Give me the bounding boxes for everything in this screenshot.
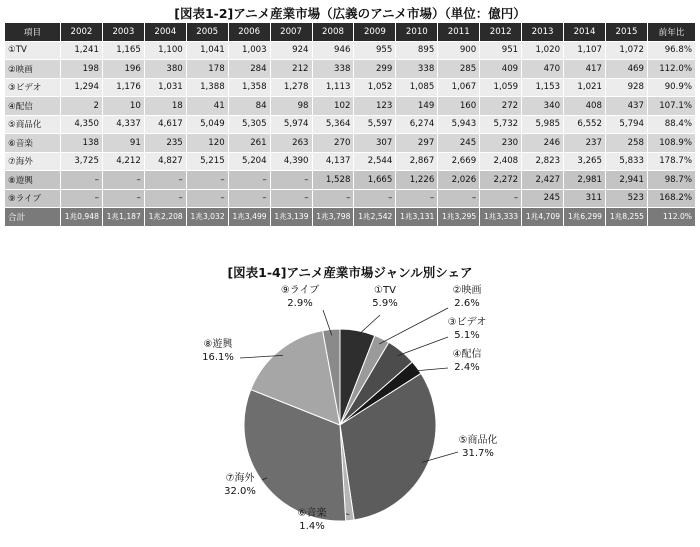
table-cell: 2,427 [522,171,564,190]
row-label: ⑦海外 [5,152,61,171]
table-cell: 417 [564,60,606,79]
total-cell: 1兆4,709 [522,208,564,227]
header-col: 2008 [312,23,354,42]
table-cell: 895 [396,41,438,60]
table-cell: 2,981 [564,171,606,190]
table-cell: – [186,171,228,190]
total-cell: 1兆2,208 [144,208,186,227]
row-label: ②映画 [5,60,61,79]
table-cell: 408 [564,97,606,116]
table-title: [図表1-2]アニメ産業市場（広義のアニメ市場）（単位：億円） [174,6,526,21]
table-cell: 196 [102,60,144,79]
table-cell: 98.7% [648,171,696,190]
table-cell: 10 [102,97,144,116]
pie-label [210,472,270,498]
pie-label [282,507,342,533]
table-cell: 4,337 [102,115,144,134]
pie-label-percent: 2.9% [287,298,313,309]
table-cell: 3,725 [61,152,103,171]
header-col: 2007 [270,23,312,42]
row-label: ⑨ライブ [5,189,61,208]
pie-label-percent: 32.0% [224,486,256,497]
table-cell: – [270,171,312,190]
table-cell: 338 [312,60,354,79]
table-cell: 284 [228,60,270,79]
table-cell: 409 [480,60,522,79]
table-cell: – [102,189,144,208]
table-cell: 928 [605,78,647,97]
table-cell: 1,003 [228,41,270,60]
pie-label-percent: 1.4% [299,521,325,532]
table-cell: 5,597 [354,115,396,134]
header-col: 2011 [438,23,480,42]
table-cell: 1,021 [564,78,606,97]
total-cell: 112.0% [648,208,696,227]
table-cell: 2,408 [480,152,522,171]
table-cell: 299 [354,60,396,79]
total-cell: 1兆3,798 [312,208,354,227]
chart-title: [図表1-4]アニメ産業市場ジャンル別シェア [227,265,473,280]
table-cell: 3,265 [564,152,606,171]
total-cell: 1兆8,255 [605,208,647,227]
table-cell: 1,072 [605,41,647,60]
table-cell: 380 [144,60,186,79]
pie-label-name: ③ビデオ [447,317,487,328]
pie-label-percent: 16.1% [202,352,234,363]
table-cell: 297 [396,134,438,153]
table-cell: 6,274 [396,115,438,134]
table-cell: 5,794 [605,115,647,134]
table-cell: – [354,189,396,208]
pie-label [448,434,508,460]
table-cell: 272 [480,97,522,116]
table-cell: 246 [522,134,564,153]
table-cell: 4,827 [144,152,186,171]
table-cell: 1,294 [61,78,103,97]
table-cell: 1,665 [354,171,396,190]
pie-label [270,284,330,310]
table-cell: 1,278 [270,78,312,97]
table-cell: 924 [270,41,312,60]
table-cell: 338 [396,60,438,79]
header-col: 2004 [144,23,186,42]
pie-label [355,284,415,310]
table-cell: 1,100 [144,41,186,60]
pie-label-percent: 2.6% [454,298,480,309]
table-cell: 5,364 [312,115,354,134]
table-cell: 1,153 [522,78,564,97]
pie-label [188,338,248,364]
table-cell: – [312,189,354,208]
table-cell: – [144,171,186,190]
table-cell: 1,241 [61,41,103,60]
table-cell: 149 [396,97,438,116]
table-cell: 123 [354,97,396,116]
table-cell: 6,552 [564,115,606,134]
table-cell: 230 [480,134,522,153]
pie-label-name: ⑦海外 [225,473,255,484]
total-cell: 1兆3,333 [480,208,522,227]
table-cell: 307 [354,134,396,153]
table-cell: – [480,189,522,208]
table-cell: 340 [522,97,564,116]
table-cell: 5,305 [228,115,270,134]
header-col: 2010 [396,23,438,42]
table-cell: 1,041 [186,41,228,60]
table-cell: 523 [605,189,647,208]
table-cell: 4,390 [270,152,312,171]
table-cell: 84 [228,97,270,116]
header-col: 2005 [186,23,228,42]
table-cell: 5,943 [438,115,480,134]
header-col: 2012 [480,23,522,42]
table-cell: – [61,189,103,208]
total-cell: 1兆6,299 [564,208,606,227]
row-label: ⑧遊興 [5,171,61,190]
table-cell: 951 [480,41,522,60]
table-cell: – [270,189,312,208]
table-cell: 98 [270,97,312,116]
pie-label-name: ②映画 [452,285,482,296]
pie-label-name: ⑤商品化 [458,435,498,446]
pie-label-name: ①TV [374,285,396,296]
pie-label-name: ⑨ライブ [280,285,320,296]
table-cell: 1,176 [102,78,144,97]
total-cell: 1兆1,187 [102,208,144,227]
pie-label [437,348,497,374]
table-cell: 4,212 [102,152,144,171]
table-cell: 160 [438,97,480,116]
table-cell: 108.9% [648,134,696,153]
table-cell: 41 [186,97,228,116]
table-cell: 5,215 [186,152,228,171]
header-item: 項目 [5,23,61,42]
table-cell: 1,107 [564,41,606,60]
table-cell: 1,059 [480,78,522,97]
header-col: 2003 [102,23,144,42]
pie-label-name: ④配信 [452,349,482,360]
table-cell: 2 [61,97,103,116]
row-label: ④配信 [5,97,61,116]
header-col: 2015 [605,23,647,42]
table-cell: 900 [438,41,480,60]
table-cell: 96.8% [648,41,696,60]
table-cell: 198 [61,60,103,79]
total-cell: 1兆0,948 [61,208,103,227]
table-cell: 2,026 [438,171,480,190]
pie-label [437,284,497,310]
table-cell: 946 [312,41,354,60]
total-cell: 1兆3,499 [228,208,270,227]
table-cell: 2,941 [605,171,647,190]
table-cell: 2,823 [522,152,564,171]
table-cell: – [186,189,228,208]
table-cell: 469 [605,60,647,79]
table-cell: 102 [312,97,354,116]
table-cell: 178 [186,60,228,79]
table-cell: 4,137 [312,152,354,171]
table-cell: 2,867 [396,152,438,171]
table-cell: 263 [270,134,312,153]
total-cell: 1兆3,295 [438,208,480,227]
table-cell: – [438,189,480,208]
table-cell: 90.9% [648,78,696,97]
table-cell: – [228,189,270,208]
table-cell: 2,544 [354,152,396,171]
pie-label-name: ⑥音楽 [297,508,327,519]
table-cell: 245 [522,189,564,208]
table-cell: 5,974 [270,115,312,134]
table-cell: 270 [312,134,354,153]
table-cell: 107.1% [648,97,696,116]
header-col: 2013 [522,23,564,42]
table-cell: 285 [438,60,480,79]
table-cell: 1,165 [102,41,144,60]
total-label: 合計 [5,208,61,227]
table-cell: 138 [61,134,103,153]
table-cell: 235 [144,134,186,153]
table-cell: 168.2% [648,189,696,208]
table-cell: 2,272 [480,171,522,190]
table-cell: 1,067 [438,78,480,97]
table-cell: 18 [144,97,186,116]
table-cell: 4,350 [61,115,103,134]
pie-label-percent: 5.9% [372,298,398,309]
table-cell: 1,226 [396,171,438,190]
table-cell: 311 [564,189,606,208]
table-cell: 4,617 [144,115,186,134]
table-cell: – [228,171,270,190]
total-cell: 1兆3,032 [186,208,228,227]
table-cell: – [102,171,144,190]
table-cell: 5,833 [605,152,647,171]
table-cell: 237 [564,134,606,153]
pie-label [437,316,497,342]
table-cell: – [144,189,186,208]
table-cell: 1,020 [522,41,564,60]
table-cell: 258 [605,134,647,153]
table-cell: 5,204 [228,152,270,171]
table-cell: 120 [186,134,228,153]
header-col: 2009 [354,23,396,42]
table-cell: – [61,171,103,190]
header-col: 2006 [228,23,270,42]
pie-label-percent: 2.4% [454,362,480,373]
table-cell: 1,052 [354,78,396,97]
table-cell: 91 [102,134,144,153]
table-cell: – [396,189,438,208]
pie-label-percent: 31.7% [462,448,494,459]
total-cell: 1兆3,139 [270,208,312,227]
header-col: 前年比 [648,23,696,42]
row-label: ①TV [5,41,61,60]
table-cell: 245 [438,134,480,153]
table-cell: 5,049 [186,115,228,134]
table-cell: 1,388 [186,78,228,97]
header-col: 2014 [564,23,606,42]
table-cell: 1,528 [312,171,354,190]
total-cell: 1兆3,131 [396,208,438,227]
table-cell: 5,985 [522,115,564,134]
table-cell: 212 [270,60,312,79]
table-cell: 178.7% [648,152,696,171]
table-cell: 1,085 [396,78,438,97]
pie-label-percent: 5.1% [454,330,480,341]
header-col: 2002 [61,23,103,42]
row-label: ⑤商品化 [5,115,61,134]
row-label: ⑥音楽 [5,134,61,153]
table-cell: 1,113 [312,78,354,97]
table-cell: 112.0% [648,60,696,79]
total-cell: 1兆2,542 [354,208,396,227]
table-cell: 1,358 [228,78,270,97]
table-cell: 1,031 [144,78,186,97]
table-cell: 955 [354,41,396,60]
pie-label-name: ⑧遊興 [203,339,233,350]
table-cell: 5,732 [480,115,522,134]
table-cell: 88.4% [648,115,696,134]
table-cell: 2,669 [438,152,480,171]
table-cell: 470 [522,60,564,79]
table-cell: 437 [605,97,647,116]
table-cell: 261 [228,134,270,153]
row-label: ③ビデオ [5,78,61,97]
